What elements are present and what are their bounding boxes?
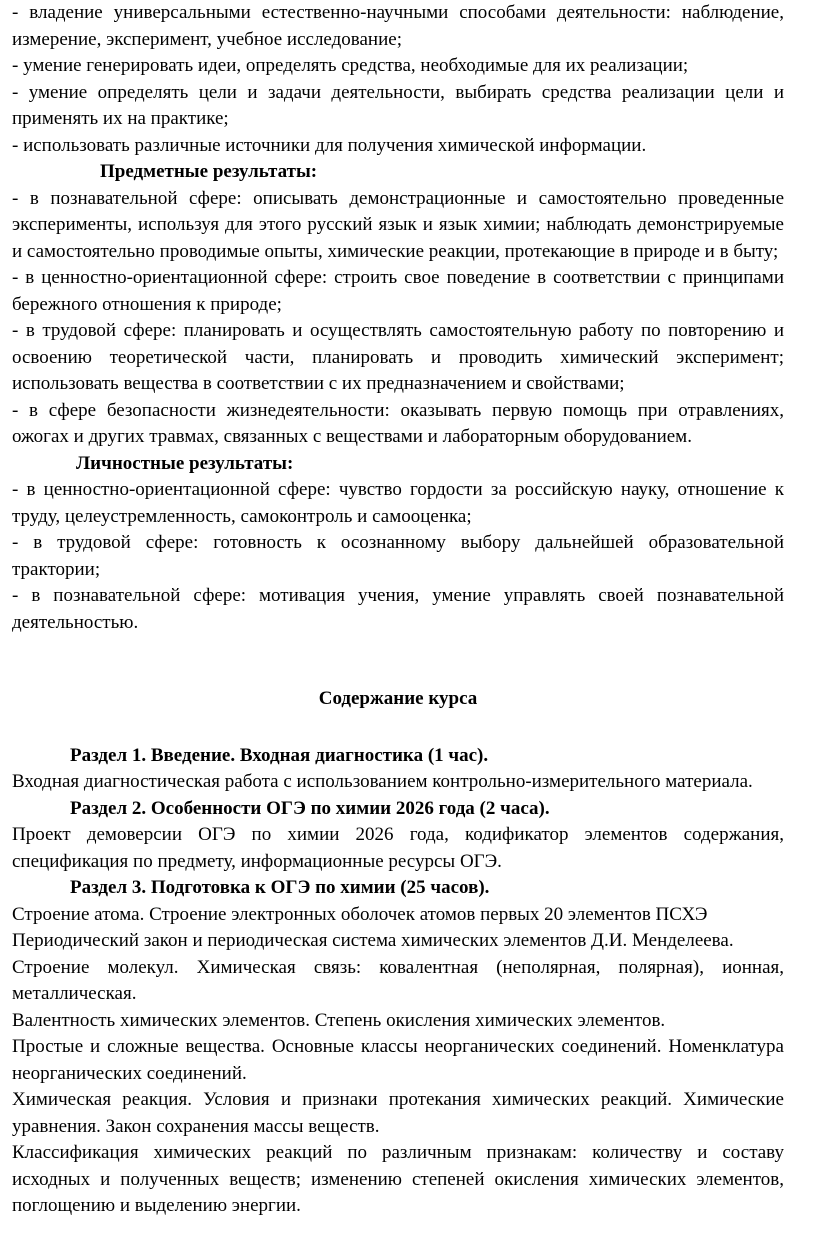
subject-item-value: - в ценностно-ориентационной сфере: строить свое поведение в соответствии с принципами бережного отношения к природе; xyxy=(12,267,789,315)
section-2-text: Проект демоверсии ОГЭ по химии 2026 года, кодификатор элементов содержания, спецификация по предмету, информационные ресурсы ОГЭ. xyxy=(12,824,789,872)
meta-item-observation: - владение универсальными естественно-научными способами деятельности: наблюдение, измерение, эксперимент, учебное исследование; xyxy=(12,2,789,50)
personal-results-heading: Личностные результаты: xyxy=(76,452,294,474)
section-3-valence: Валентность химических элементов. Степень окисления химических элементов. xyxy=(12,1009,666,1031)
section-1-text: Входная диагностическая работа с использованием контрольно-измерительного материала. xyxy=(12,771,753,792)
personal-item-value: - в ценностно-ориентационной сфере: чувство гордости за российскую науку, отношение к труду, целеустремленность, самоконтроль и самооценка; xyxy=(12,479,789,527)
section-3-classification: Классификация химических реакций по различным признакам: количеству и составу исходных и полученных веществ; изменению степеней окисления химических элементов, поглощению и выделению энергии. xyxy=(12,1142,789,1216)
meta-item-ideas: - умение генерировать идеи, определять средства, необходимые для их реализации; xyxy=(12,55,689,76)
subject-item-safety: - в сфере безопасности жизнедеятельности: оказывать первую помощь при отравлениях, ожогах и других травмах, связанных с веществами и лабораторным оборудованием. xyxy=(12,399,789,447)
subject-results-heading: Предметные результаты: xyxy=(100,161,318,182)
section-3-reaction: Химическая реакция. Условия и признаки протекания химических реакций. Химические уравнения. Закон сохранения массы веществ. xyxy=(12,1089,789,1137)
personal-item-labor: - в трудовой сфере: готовность к осознанному выбору дальнейшей образовательной трактории; xyxy=(12,532,789,580)
document-page xyxy=(12,0,789,1220)
section-3-atom: Строение атома. Строение электронных оболочек атомов первых 20 элементов ПСХЭ xyxy=(12,903,708,925)
spacer xyxy=(12,713,784,743)
subject-item-labor: - в трудовой сфере: планировать и осуществлять самостоятельную работу по повторению и освоению теоретической части, планировать и проводить химический эксперимент; использовать вещества в соответствии с их предназначением и свойствами; xyxy=(12,320,789,394)
section-2-heading: Раздел 2. Особенности ОГЭ по химии 2026 года (2 часа). xyxy=(70,797,550,819)
personal-item-cognitive: - в познавательной сфере: мотивация учения, умение управлять своей познавательной деятельностью. xyxy=(12,585,789,633)
section-3-heading: Раздел 3. Подготовка к ОГЭ по химии (25 часов). xyxy=(70,877,490,898)
section-1-heading: Раздел 1. Введение. Входная диагностика (1 час). xyxy=(70,744,489,766)
section-3-molecules: Строение молекул. Химическая связь: ковалентная (неполярная, полярная), ионная, металлическая. xyxy=(12,956,789,1004)
section-3-substances: Простые и сложные вещества. Основные классы неорганических соединений. Номенклатура неорганических соединений. xyxy=(12,1036,789,1084)
subject-item-cognitive: - в познавательной сфере: описывать демонстрационные и самостоятельно проведенные эксперименты, используя для этого русский язык и язык химии; наблюдать демонстрируемые и самостоятельно проводимые опыты, химические реакции, протекающие в природе и в быту; xyxy=(12,187,789,262)
section-3-periodic-law: Периодический закон и периодическая система химических элементов Д.И. Менделеева. xyxy=(12,930,734,951)
meta-item-goals: - умение определять цели и задачи деятельности, выбирать средства реализации цели и применять их на практике; xyxy=(12,81,789,129)
meta-item-sources: - использовать различные источники для получения химической информации. xyxy=(12,134,647,156)
spacer xyxy=(12,636,784,686)
course-content-title: Содержание курса xyxy=(318,688,478,709)
